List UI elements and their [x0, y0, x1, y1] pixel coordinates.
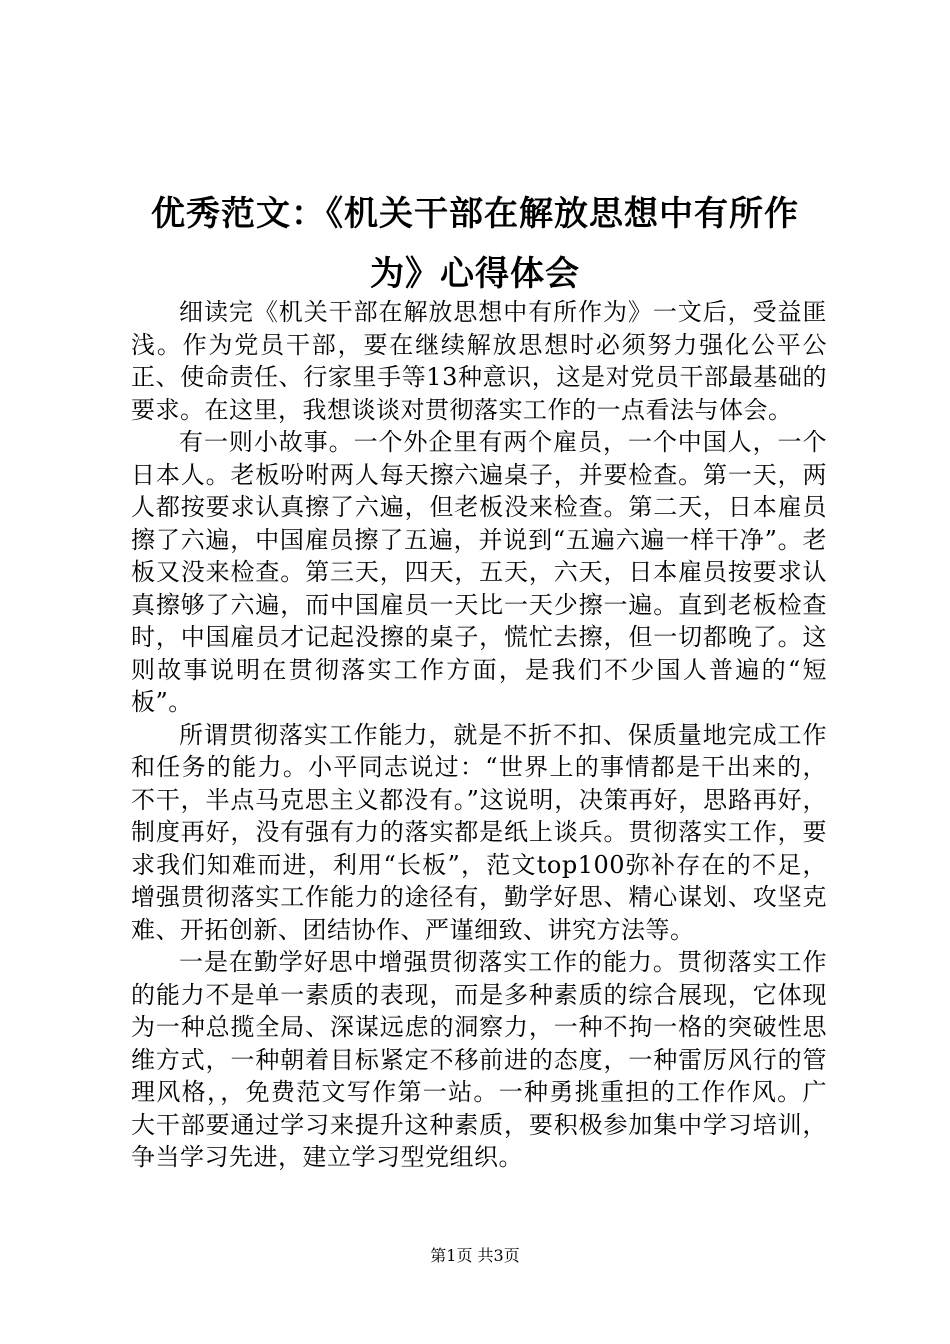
paragraph: 细读完《机关干部在解放思想中有所作为》一文后，受益匪浅。作为党员干部，要在继续解放思想时必须努力强化公平公正、使命责任、行家里手等13种意识，这是对党员干部最基础的要求。在这里，我想谈谈对贯彻落实工作的一点看法与体会。 [131, 298, 827, 424]
paragraph: 一是在勤学好思中增强贯彻落实工作的能力。贯彻落实工作的能力不是单一素质的表现，而是多种素质的综合展现，它体现为一种总揽全局、深谋远虑的洞察力，一种不拘一格的突破性思维方式，一种朝着目标紧定不移前进的态度，一种雷厉风行的管理风格，，免费范文写作第一站。一种勇挑重担的工作作风。广大干部要通过学习来提升这种素质，要积极参加集中学习培训，争当学习先进，建立学习型党组织。 [131, 948, 827, 1171]
document-body [131, 296, 827, 1174]
document-title-line-1: 优秀范文：《机关干部在解放思想中有所作 [151, 194, 799, 234]
paragraph: 有一则小故事。一个外企里有两个雇员，一个中国人，一个日本人。老板吩咐两人每天擦六遍桌子，并要检查。第一天，两人都按要求认真擦了六遍，但老板没来检查。第二天，日本雇员擦了六遍，中国雇员擦了五遍，并说到“五遍六遍一样干净”。老板又没来检查。第三天，四天，五天，六天，日本雇员按要求认真擦够了六遍，而中国雇员一天比一天少擦一遍。直到老板检查时，中国雇员才记起没擦的桌子，慌忙去擦，但一切都晚了。这则故事说明在贯彻落实工作方面，是我们不少国人普遍的“短板”。 [131, 428, 827, 716]
document-title-line-2: 为》心得体会 [370, 254, 580, 294]
page-number-footer: 第1页 共3页 [430, 1246, 520, 1265]
paragraph: 所谓贯彻落实工作能力，就是不折不扣、保质量地完成工作和任务的能力。小平同志说过：“世界上的事情都是干出来的，不干，半点马克思主义都没有。”这说明，决策再好，思路再好，制度再好，没有强有力的落实都是纸上谈兵。贯彻落实工作，要求我们知难而进，利用“长板”，范文top100弥补存在的不足，增强贯彻落实工作能力的途径有，勤学好思、精心谋划、攻坚克难、开拓创新、团结协作、严谨细致、讲究方法等。 [131, 720, 827, 944]
